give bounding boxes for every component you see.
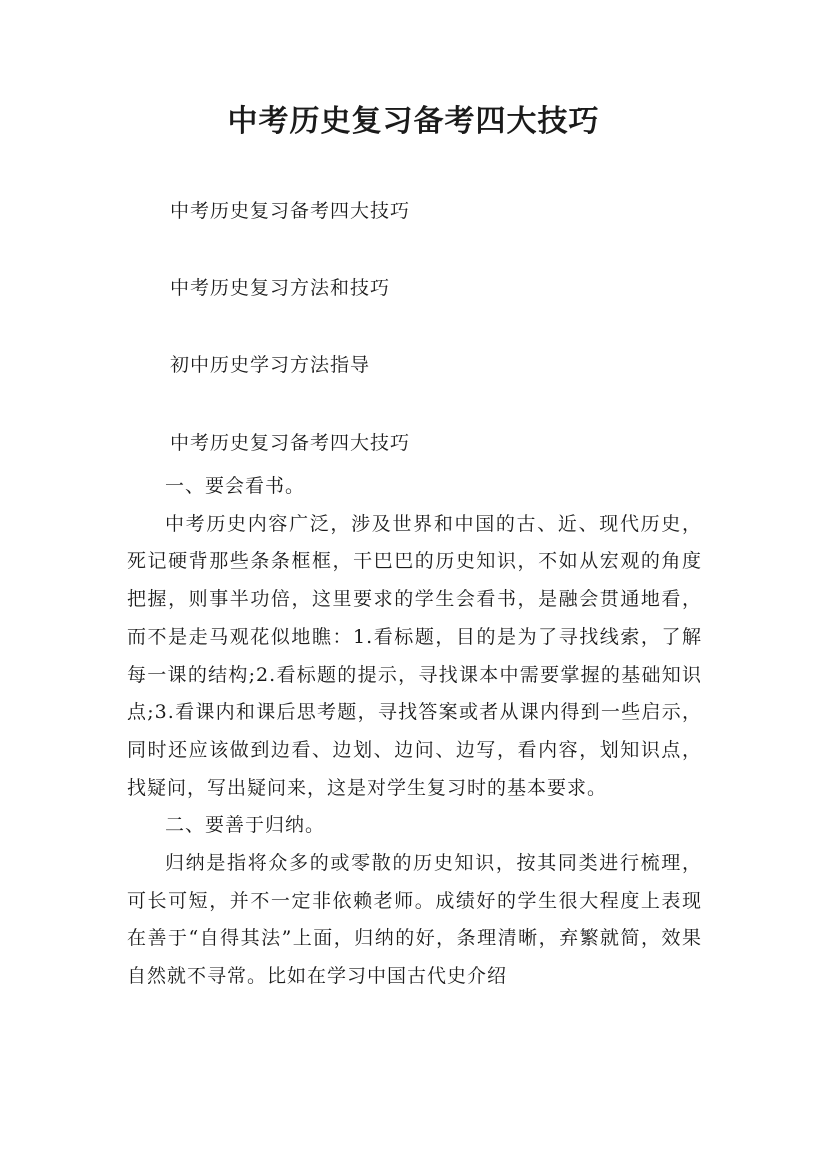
document-body: [127, 468, 702, 996]
page-title: 中考历史复习备考四大技巧: [227, 104, 600, 139]
paragraph-1: 中考历史内容广泛，涉及世界和中国的古、近、现代历史，死记硬背那些条条框框，干巴巴的历史知识，不如从宏观的角度把握，则事半功倍，这里要求的学生会看书，是融会贯通地看，而不是走马观花似地瞧：1.看标题，目的是为了寻找线索，了解每一课的结构;2.看标题的提示，寻找课本中需要掌握的基础知识点;3.看课内和课后思考题，寻找答案或者从课内得到一些启示，同时还应该做到边看、边划、边问、边写，看内容，划知识点，找疑问，写出疑问来，这是对学生复习时的基本要求。: [127, 512, 702, 799]
section-heading-2: 二、要善于归纳。: [165, 814, 326, 837]
section-heading-1: 一、要会看书。: [165, 475, 306, 497]
sub-heading-2: 中考历史复习方法和技巧: [170, 277, 391, 299]
sub-heading-4: 中考历史复习备考四大技巧: [170, 432, 411, 454]
sub-heading-3: 初中历史学习方法指导: [170, 354, 371, 376]
sub-heading-1: 中考历史复习备考四大技巧: [170, 200, 411, 222]
paragraph-2: 归纳是指将众多的或零散的历史知识，按其同类进行梳理，可长可短，并不一定非依赖老师。成绩好的学生很大程度上表现在善于“自得其法”上面，归纳的好，条理清晰，弃繁就简，效果自然就不寻常。比如在学习中国古代史介绍: [127, 852, 702, 988]
